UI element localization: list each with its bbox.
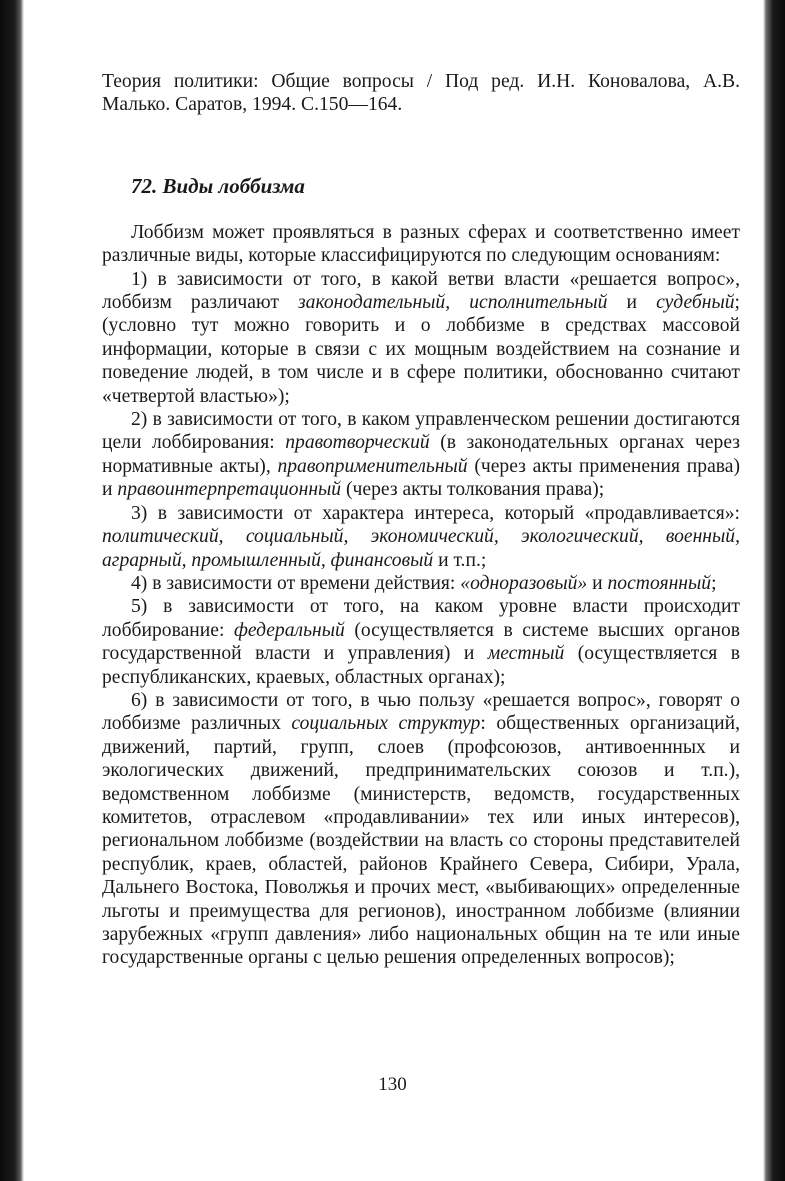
section-body — [102, 221, 740, 970]
classification-item-1: 1) в зависимости от того, в какой ветви власти «решается вопрос», лоббизм различают законодательный, исполнительный и судебный; (условно тут можно говорить и о лоббизме в средствах массовой информации, которые в связи с их мощным воздействием на сознание и поведение людей, в том числе и в сфере политики, обоснованно считают «четвертой властью»); — [102, 268, 740, 407]
classification-item-6: 6) в зависимости от того, в чью пользу «решается вопрос», говорят о лоббизме различных социальных структур: общественных организаций, движений, партий, групп, слоев (профсоюзов, антивоеннных и экологических движений, предпринимательских союзов и т.п.), ведомственном лоббизме (министерств, ведомств, государственных комитетов, отраслевом «продавливании» тех или иных интересов), региональном лоббизме (воздействии на власть со стороны представителей республик, краев, областей, районов Крайнего Севера, Сибири, Урала, Дальнего Востока, Поволжья и прочих мест, «выбивающих» определенные льготы и преимущества для регионов), иностранном лоббизме (влиянии зарубежных «групп давления» либо национальных общин на те или иные государственные органы с целью решения определенных вопросов); — [102, 689, 740, 969]
classification-item-2: 2) в зависимости от того, в каком управленческом решении достигаются цели лоббирования: правотворческий (в законодательных органах через нормативные акты), правоприменительный (через акты применения права) и правоинтерпретационный (через акты толкования права); — [102, 409, 740, 501]
page-number: 130 — [378, 1074, 407, 1095]
classification-item-5: 5) в зависимости от того, на каком уровне власти происходит лоббирование: федеральный (осуществляется в системе высших органов государственной власти и управления) и местный (осуществляется в республиканских, краевых, областных органах); — [102, 596, 741, 688]
classification-item-3: 3) в зависимости от характера интереса, который «продавливается»: политический, социальный, экономический, экологический, военный, аграрный, промышленный, финансовый и т.п.; — [102, 502, 740, 571]
scan-left-edge — [0, 0, 24, 1181]
section-heading: 72. Виды лоббизма — [131, 173, 305, 198]
classification-item-4: 4) в зависимости от времени действия: «одноразовый» и постоянный; — [131, 572, 717, 594]
bibliographic-reference: Теория политики: Общие вопросы / Под ред. И.Н. Коновалова, А.В. Малько. Саратов, 1994. С.150—164. — [102, 71, 740, 116]
page-content — [102, 70, 740, 970]
intro-paragraph: Лоббизм может проявляться в разных сферах и соответственно имеет различные виды, которые классифицируются по следующим основаниям: — [102, 221, 740, 267]
scan-right-edge — [763, 0, 785, 1181]
